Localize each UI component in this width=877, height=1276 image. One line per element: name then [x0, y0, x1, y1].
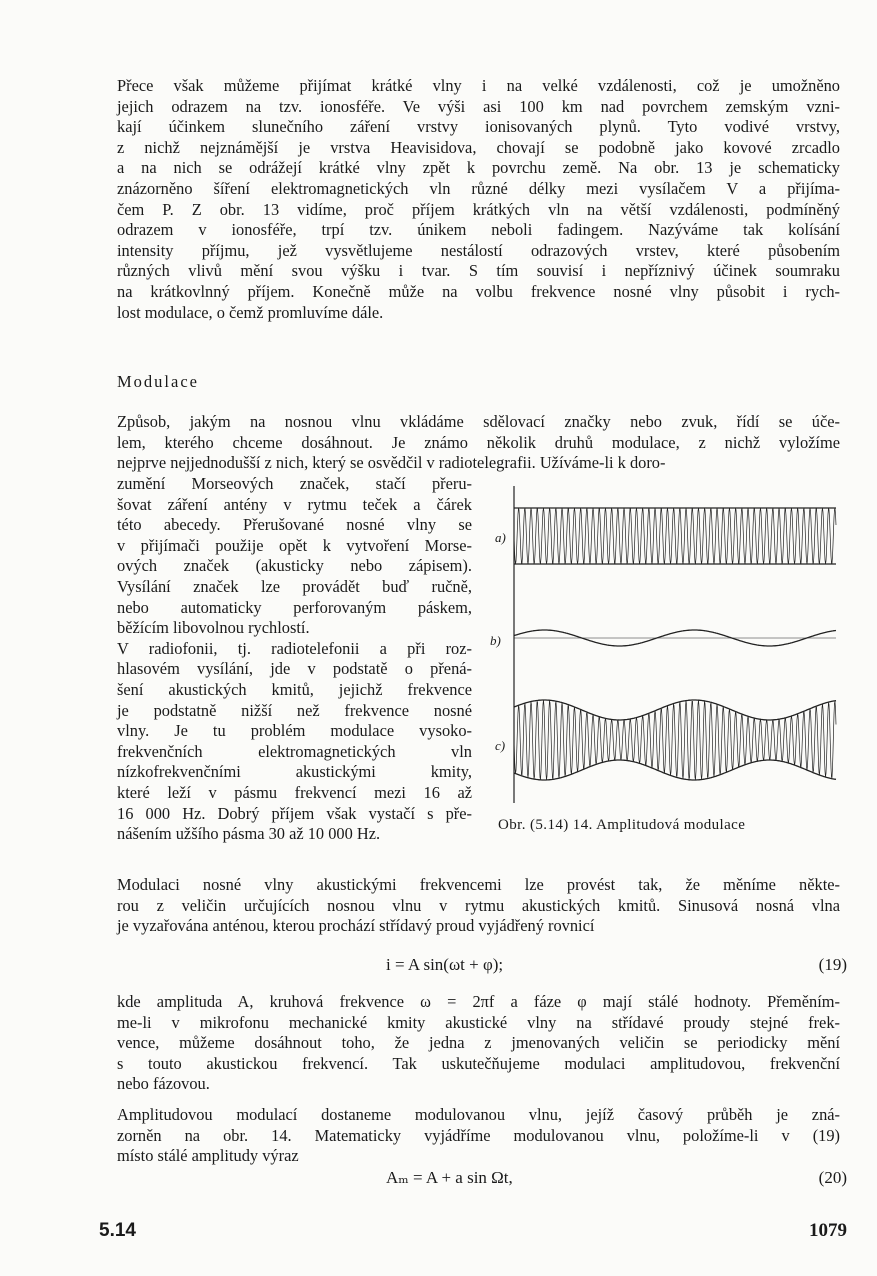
text-line: je vyzařována anténou, kterou prochází střídavý proud vyjádřený rovnicí	[117, 916, 595, 936]
text-line: čem P. Z obr. 13 vidíme, proč příjem krátkých vln na větší vzdálenosti, podmíněný	[117, 199, 840, 219]
modulation-paragraph	[117, 412, 840, 474]
text-line: 16 000 Hz. Dobrý příjem však vystačí s pře-	[117, 803, 472, 823]
equation-19-number: (19)	[818, 955, 847, 974]
am-paragraph	[117, 1105, 840, 1167]
text-line: odrazem v ionosféře, trpí tzv. únikem neboli fadingem. Nazýváme tak kolísání	[117, 220, 840, 240]
modulated-wave-c	[514, 700, 836, 780]
text-line: různých vlivů mění svou výšku i tvar. S tím souvisí i nepříznivý účinek soumraku	[117, 261, 840, 281]
page-number: 1079	[809, 1220, 847, 1241]
text-line: intensity příjmu, jež vysvětlujeme nestálostí odrazových vrstev, které působením	[117, 240, 840, 260]
text-line: nášením užšího pásma 30 až 10 000 Hz.	[117, 824, 381, 844]
text-line: kají účinkem slunečního záření vrstvy ionisovaných plynů. Tyto vodivé vrstvy,	[117, 117, 840, 137]
carrier-wave-a	[514, 508, 836, 564]
text-line: lost modulace, o čemž promluvíme dále.	[117, 302, 384, 322]
text-line: běžícím libovolnou rychlostí.	[117, 618, 310, 638]
waveform-diagram	[486, 478, 846, 808]
intro-paragraph	[117, 76, 840, 323]
equation-20-number: (20)	[818, 1168, 847, 1187]
figure-label-b: b)	[490, 633, 501, 648]
text-line: me-li v mikrofonu mechanické kmity akustické vlny na střídavé proudy stejné frek-	[117, 1012, 840, 1032]
text-line: nízkofrekvenčními akustickými kmity,	[117, 762, 472, 782]
left-column-text	[117, 474, 472, 845]
text-line: a na nich se odrážejí krátké vlny zpět k povrchu země. Na obr. 13 je schematicky	[117, 158, 840, 178]
text-line: jejich odrazem na tzv. ionosféře. Ve výši asi 100 km nad povrchem zemským vzni-	[117, 96, 840, 116]
text-line: lem, kterého chceme dosáhnout. Je známo několik druhů modulace, z nichž vyložíme	[117, 432, 840, 452]
text-line: Způsob, jakým na nosnou vlnu vkládáme sdělovací značky nebo zvuk, řídí se úče-	[117, 412, 840, 431]
text-line: šení akustických kmitů, jejichž frekvence	[117, 679, 472, 699]
text-line: nejprve nejjednodušší z nich, který se osvědčil v radiotelegrafii. Užíváme-li k doro-	[117, 453, 666, 473]
figure-label-a: a)	[495, 530, 506, 545]
modulated-envelope-bottom	[514, 760, 836, 780]
text-line: z nichž nejznámější je vrstva Heavisidova, chovají se podobně jako kovové zrcadlo	[117, 137, 840, 157]
text-line: je podstatně nižší než frekvence nosné	[117, 700, 472, 720]
text-line: vlny. Je tu problém modulace vysoko-	[117, 721, 472, 741]
after-figure-paragraph	[117, 875, 840, 937]
equation-20: Aₘ = A + a sin Ωt,	[386, 1168, 513, 1187]
figure-caption: Obr. (5.14) 14. Amplitudová modulace	[498, 817, 746, 833]
after-equation-paragraph	[117, 992, 840, 1095]
text-line: které leží v pásmu frekvencí mezi 16 až	[117, 782, 472, 802]
text-line: šovat záření antény v rytmu teček a čárek	[117, 494, 472, 514]
text-line: Amplitudovou modulací dostaneme modulovanou vlnu, jejíž časový průběh je zná-	[117, 1105, 840, 1124]
text-line: místo stálé amplitudy výraz	[117, 1146, 299, 1166]
text-line: zumění Morseových značek, stačí přeru-	[117, 474, 472, 493]
text-line: na krátkovlnný příjem. Konečně může na volbu frekvence nosné vlny působit i rych-	[117, 281, 840, 301]
text-line: Vysílání značek lze provádět buď ručně,	[117, 576, 472, 596]
text-line: frekvenčních elektromagnetických vln	[117, 741, 472, 761]
text-line: v přijímači použije opět k vytvoření Morse-	[117, 535, 472, 555]
text-line: nebo automaticky perforovaným páskem,	[117, 597, 472, 617]
text-line: Přece však můžeme přijímat krátké vlny i na velké vzdálenosti, což je umožněno	[117, 76, 840, 95]
text-line: ových značek (akusticky nebo zápisem).	[117, 556, 472, 576]
footer-section-number: 5.14	[99, 1220, 136, 1241]
text-line: nebo fázovou.	[117, 1074, 210, 1094]
text-line: s touto akustickou frekvencí. Tak uskutečňujeme modulaci amplitudovou, frekvenční	[117, 1053, 840, 1073]
text-line: kde amplituda A, kruhová frekvence ω = 2πf a fáze φ mají stálé hodnoty. Přeměním-	[117, 992, 840, 1011]
text-line: zorněn na obr. 14. Matematicky vyjádříme modulovanou vlnu, položíme-li v (19)	[117, 1125, 840, 1145]
text-line: rou z veličin určujících nosnou vlnu v rytmu akustických kmitů. Sinusová nosná vlna	[117, 895, 840, 915]
equation-19: i = A sin(ωt + φ);	[386, 955, 504, 974]
figure-amplitude-modulation	[486, 478, 846, 808]
figure-label-c: c)	[495, 738, 506, 753]
text-line: vence, můžeme dosáhnout toho, že jedna z jmenovaných veličin se periodicky mění	[117, 1033, 840, 1053]
text-line: znázorněno šíření elektromagnetických vln různé délky mezi vysílačem V a přijíma-	[117, 178, 840, 198]
text-line: V radiofonii, tj. radiotelefonii a při roz-	[117, 638, 472, 658]
text-line: hlasovém vysílání, jde v podstatě o přená-	[117, 659, 472, 679]
text-line: této abecedy. Přerušované nosné vlny se	[117, 515, 472, 535]
text-line: Modulaci nosné vlny akustickými frekvencemi lze provést tak, že měníme někte-	[117, 875, 840, 894]
section-heading: Modulace	[117, 372, 199, 391]
